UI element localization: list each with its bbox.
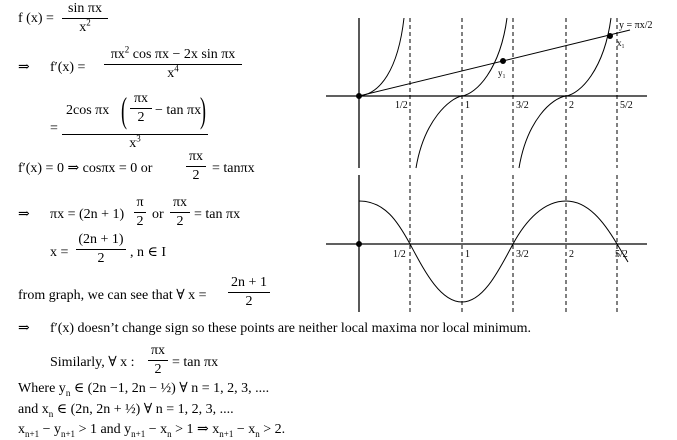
condition-denominator: 2 [192, 168, 200, 183]
derivative-numerator-b: cos πx − 2x sin πx [129, 47, 236, 62]
left-paren: ( [121, 90, 127, 130]
solution-b-denominator: 2 [176, 214, 184, 229]
and-line: and $x_n$ ∈ (2n, 2n + ½) ∀ n = 1, 2, 3, .... [18, 402, 234, 419]
top-tick-label-2: 1 [465, 100, 470, 111]
implies-arrow-2: ⇒ [18, 207, 30, 222]
derivative-numerator-exponent: 2 [124, 44, 130, 55]
derivative-denominator-exponent: 4 [174, 63, 179, 74]
tan-branch-1 [359, 18, 404, 96]
bottom-tick-label-4: 2 [569, 249, 574, 260]
point-label-y1: y₁ [498, 68, 506, 78]
final-inequality: $x_{n+1} - y_{n+1} > 1$ and $y_{n+1} - x_n > 1$ ⇒ $x_{n+1} - x_n > 2$. [18, 422, 286, 439]
solution-b-rhs: = tan πx [194, 207, 241, 222]
solution-b-numerator: πx [172, 195, 188, 210]
bottom-tick-label-2: 1 [465, 249, 470, 260]
simplified-numerator-a: 2cos πx [66, 103, 110, 118]
graph-denominator: 2 [245, 294, 253, 309]
f-denominator: x [79, 20, 87, 35]
inner-denominator: 2 [137, 110, 145, 125]
implies-arrow-1: ⇒ [18, 60, 30, 75]
bottom-graph [326, 175, 647, 312]
f-definition-lhs: f (x) = [18, 11, 54, 26]
solution-a: πx = (2n + 1) [50, 207, 125, 222]
intersection-point-x1 [608, 34, 613, 39]
bottom-tick-label-1: 1/2 [393, 249, 406, 260]
or-word: or [152, 207, 164, 222]
similarly-text: Similarly, ∀ x : [50, 355, 135, 370]
derivative-denominator: x [167, 66, 175, 81]
condition-rhs: = tanπx [212, 161, 255, 176]
graph-statement: from graph, we can see that ∀ x = [18, 288, 207, 303]
similarly-denominator: 2 [154, 362, 162, 377]
graph-numerator: 2n + 1 [231, 275, 267, 290]
f-numerator: sin πx [68, 1, 102, 16]
top-origin-point [357, 94, 362, 99]
condition-numerator: πx [188, 149, 204, 164]
top-graph [326, 18, 647, 168]
implies-arrow-3: ⇒ [18, 321, 30, 336]
x-numerator: (2n + 1) [78, 232, 124, 247]
bottom-origin-point [357, 242, 362, 247]
derivative-lhs: f′(x) = [50, 60, 86, 75]
simplified-numerator-b: − tan πx [155, 103, 202, 118]
equals-sign: = [50, 121, 58, 136]
line-equation-label: y = πx/2 [619, 20, 653, 31]
simplified-denominator: x [129, 136, 137, 151]
top-tick-label-1: 1/2 [395, 100, 408, 111]
x-denominator: 2 [97, 251, 105, 266]
pi-numerator: π [136, 195, 144, 210]
f-denominator-exponent: 2 [86, 17, 91, 28]
x-lhs: x = [50, 245, 69, 260]
bottom-tick-label-3: 3/2 [516, 249, 529, 260]
simplified-denominator-exponent: 3 [136, 133, 141, 144]
right-paren: ) [200, 90, 206, 130]
critical-point-condition: f′(x) = 0 ⇒ cosπx = 0 or [18, 161, 153, 176]
similarly-numerator: πx [150, 343, 166, 358]
point-label-x1: x₁ [617, 38, 625, 48]
conclusion-text: f′(x) doesn’t change sign so these points are neither local maxima nor local minimum. [50, 321, 532, 336]
tan-branch-3 [519, 18, 611, 168]
top-tick-label-5: 5/2 [620, 100, 633, 111]
similarly-rhs: = tan πx [172, 355, 219, 370]
intersection-point-y1 [501, 59, 506, 64]
bottom-tick-label-5: 5/2 [615, 249, 628, 260]
inner-numerator: πx [133, 91, 149, 106]
line-y-pix-over-2 [359, 30, 630, 96]
x-rhs: , n ∈ I [130, 245, 167, 260]
top-tick-label-3: 3/2 [516, 100, 529, 111]
pi-denominator: 2 [136, 214, 144, 229]
derivative-numerator-a: πx [110, 47, 125, 62]
where-line: Where $y_n$ ∈ (2n −1, 2n − ½) ∀ n = 1, 2, 3, .... [18, 381, 270, 398]
top-tick-label-4: 2 [569, 100, 574, 111]
